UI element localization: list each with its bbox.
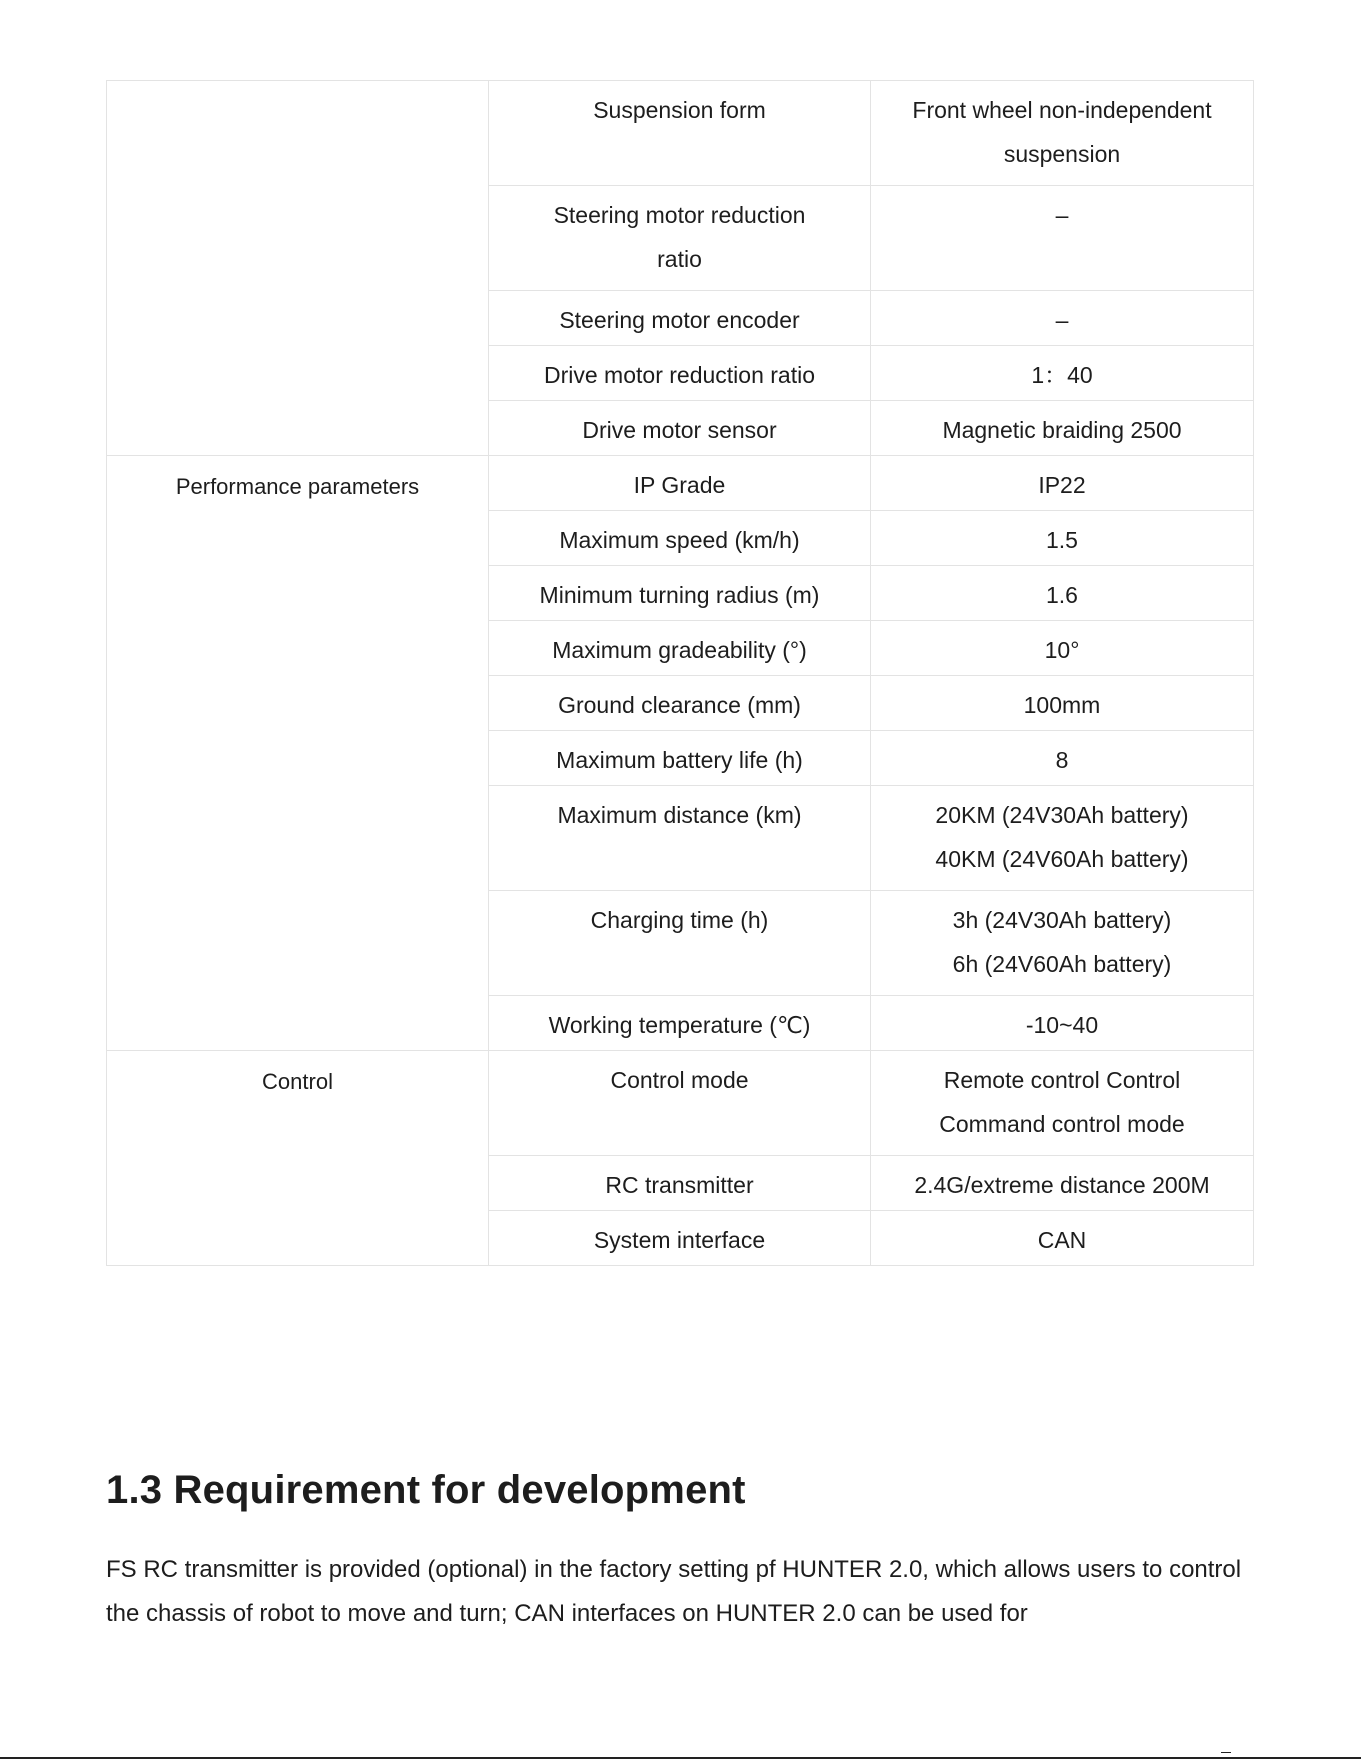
parameter-cell	[489, 346, 871, 401]
value-cell	[871, 511, 1254, 566]
parameter-cell	[489, 81, 871, 186]
value-cell	[871, 1156, 1254, 1211]
value-cell	[871, 346, 1254, 401]
parameter-text: ratio	[657, 246, 702, 272]
value-cell	[871, 81, 1254, 186]
parameter-text: Charging time (h)	[590, 907, 769, 933]
parameter-cell	[489, 186, 871, 291]
parameter-cell	[489, 1051, 871, 1156]
parameter-cell	[489, 676, 871, 731]
section-heading: 1.3 Requirement for development	[106, 1468, 746, 1512]
parameter-text: Maximum distance (km)	[557, 802, 802, 828]
parameter-cell	[489, 291, 871, 346]
parameter-cell	[489, 1211, 871, 1266]
value-text: Front wheel non-independent	[912, 97, 1212, 123]
parameter-text: Drive motor reduction ratio	[544, 362, 815, 388]
value-text: 100mm	[1023, 692, 1101, 718]
value-text: 8	[1055, 747, 1069, 773]
value-cell	[871, 186, 1254, 291]
value-cell	[871, 786, 1254, 891]
parameter-text: Steering motor encoder	[559, 307, 800, 333]
value-text: CAN	[1037, 1227, 1087, 1253]
parameter-cell	[489, 786, 871, 891]
value-text: –	[1055, 307, 1069, 333]
parameter-text: System interface	[593, 1227, 766, 1253]
category-cell	[107, 1051, 489, 1266]
parameter-cell	[489, 891, 871, 996]
parameter-text: Control mode	[610, 1067, 749, 1093]
parameter-text: Maximum battery life (h)	[556, 747, 803, 773]
value-cell	[871, 1211, 1254, 1266]
parameter-text: Working temperature (℃)	[548, 1012, 811, 1038]
value-text: 1.6	[1046, 582, 1078, 608]
parameter-text: Maximum gradeability (°)	[552, 637, 807, 663]
footer-divider	[0, 1757, 1361, 1759]
spec-table	[106, 80, 1254, 1266]
category-cell	[107, 81, 489, 456]
value-cell	[871, 731, 1254, 786]
value-cell	[871, 676, 1254, 731]
value-text: 40KM (24V60Ah battery)	[935, 846, 1189, 872]
value-text: IP22	[1038, 472, 1086, 498]
value-text: Remote control Control	[943, 1067, 1181, 1093]
value-text: 6h (24V60Ah battery)	[952, 951, 1172, 977]
value-text: 2.4G/extreme distance 200M	[914, 1172, 1210, 1198]
value-text: 1.5	[1046, 527, 1078, 553]
category-label: Control	[262, 1069, 333, 1094]
table-row	[107, 81, 1254, 186]
value-cell	[871, 456, 1254, 511]
parameter-text: RC transmitter	[605, 1172, 754, 1198]
value-cell	[871, 621, 1254, 676]
footer-mark	[1221, 1752, 1231, 1753]
value-text: -10~40	[1025, 1012, 1099, 1038]
value-text: suspension	[1003, 141, 1121, 167]
parameter-text: IP Grade	[633, 472, 726, 498]
parameter-text: Suspension form	[593, 97, 766, 123]
table-row	[107, 1051, 1254, 1156]
parameter-cell	[489, 1156, 871, 1211]
value-text: –	[1055, 202, 1069, 228]
value-text: 1：40	[1031, 362, 1093, 388]
spec-table-body	[107, 81, 1254, 1266]
value-text: 3h (24V30Ah battery)	[952, 907, 1172, 933]
parameter-cell	[489, 996, 871, 1051]
parameter-cell	[489, 621, 871, 676]
value-cell	[871, 891, 1254, 996]
parameter-text: Maximum speed (km/h)	[559, 527, 800, 553]
value-cell	[871, 1051, 1254, 1156]
parameter-cell	[489, 401, 871, 456]
parameter-text: Drive motor sensor	[582, 417, 777, 443]
parameter-text: Minimum turning radius (m)	[539, 582, 820, 608]
parameter-cell	[489, 511, 871, 566]
table-row	[107, 456, 1254, 511]
value-text: Command control mode	[939, 1111, 1185, 1137]
value-cell	[871, 996, 1254, 1051]
value-text: 20KM (24V30Ah battery)	[935, 802, 1189, 828]
value-cell	[871, 566, 1254, 621]
category-cell	[107, 456, 489, 1051]
value-cell	[871, 291, 1254, 346]
value-text: 10°	[1044, 637, 1080, 663]
parameter-cell	[489, 566, 871, 621]
section-paragraph: FS RC transmitter is provided (optional) in the factory setting pf HUNTER 2.0, which allows users to control the chassis of robot to move and turn; CAN interfaces on HUNTER 2.0 can be used for	[106, 1556, 1242, 1627]
parameter-text: Ground clearance (mm)	[558, 692, 801, 718]
value-text: Magnetic braiding 2500	[942, 417, 1182, 443]
value-cell	[871, 401, 1254, 456]
parameter-text: Steering motor reduction	[553, 202, 806, 228]
parameter-cell	[489, 456, 871, 511]
category-label: Performance parameters	[175, 474, 420, 499]
parameter-cell	[489, 731, 871, 786]
